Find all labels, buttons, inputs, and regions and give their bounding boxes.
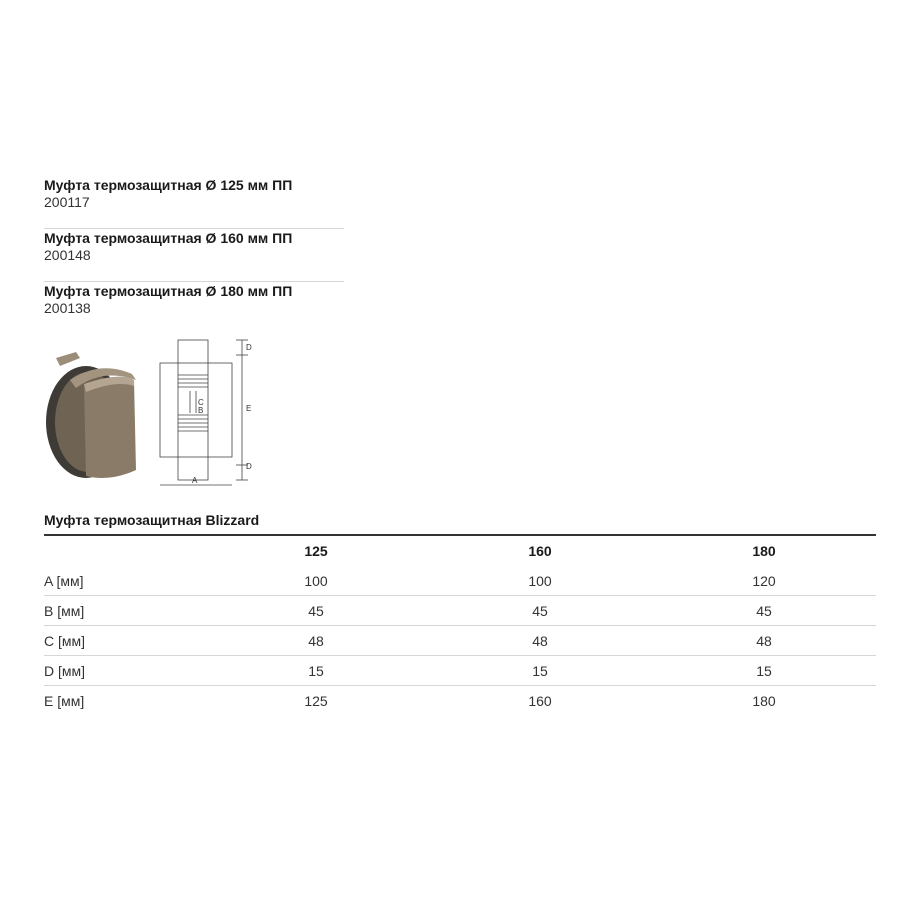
table-row <box>44 596 876 626</box>
label-d-top: D <box>246 343 252 352</box>
table-row <box>44 686 876 716</box>
product-code: 200138 <box>44 300 91 316</box>
table-row <box>44 566 876 596</box>
cell-value: 100 <box>204 566 428 596</box>
cell-value: 45 <box>652 596 876 626</box>
sleeve-tab-top <box>56 352 80 366</box>
table-title: Муфта термозащитная Blizzard <box>44 512 260 528</box>
dimension-drawing <box>150 335 260 495</box>
product-name: Муфта термозащитная Ø 125 мм ПП <box>44 177 293 193</box>
cell-value: 15 <box>428 656 652 686</box>
spec-table <box>44 534 876 715</box>
cell-value: 100 <box>428 566 652 596</box>
cell-value: 48 <box>204 626 428 656</box>
label-a: A <box>192 476 198 485</box>
row-label: A [мм] <box>44 566 204 596</box>
cell-value: 15 <box>652 656 876 686</box>
header-col-160: 160 <box>428 535 652 566</box>
row-label: E [мм] <box>44 692 85 709</box>
cell-value: 120 <box>652 566 876 596</box>
row-label: C [мм] <box>44 626 204 656</box>
header-col-180: 180 <box>652 535 876 566</box>
row-label: D [мм] <box>44 656 204 686</box>
label-b: B <box>198 406 204 415</box>
label-e: E <box>246 404 252 413</box>
sleeve-photo <box>40 350 140 485</box>
product-code: 200148 <box>44 247 91 263</box>
product-item <box>44 176 344 229</box>
cell-value: 125 <box>304 692 328 709</box>
cell-value: 180 <box>752 692 776 709</box>
cell-value: 48 <box>652 626 876 656</box>
label-c: C <box>198 398 204 407</box>
label-d-bottom: D <box>246 462 252 471</box>
cell-value: 48 <box>428 626 652 656</box>
product-item <box>44 282 344 335</box>
product-name: Муфта термозащитная Ø 180 мм ПП <box>44 283 293 299</box>
cell-value: 15 <box>204 656 428 686</box>
product-code: 200117 <box>44 194 90 210</box>
cell-value: 160 <box>528 692 552 709</box>
table-row <box>44 656 876 686</box>
cell-value: 45 <box>204 596 428 626</box>
product-list <box>44 176 344 335</box>
row-label: B [мм] <box>44 596 204 626</box>
table-row <box>44 626 876 656</box>
cell-value: 45 <box>428 596 652 626</box>
sleeve-wrap-body <box>84 377 136 478</box>
drawing-outline <box>178 340 208 480</box>
header-empty <box>44 535 204 566</box>
product-name: Муфта термозащитная Ø 160 мм ПП <box>44 230 293 246</box>
product-item <box>44 229 344 282</box>
table-header-row <box>44 535 876 566</box>
header-col-125: 125 <box>204 535 428 566</box>
